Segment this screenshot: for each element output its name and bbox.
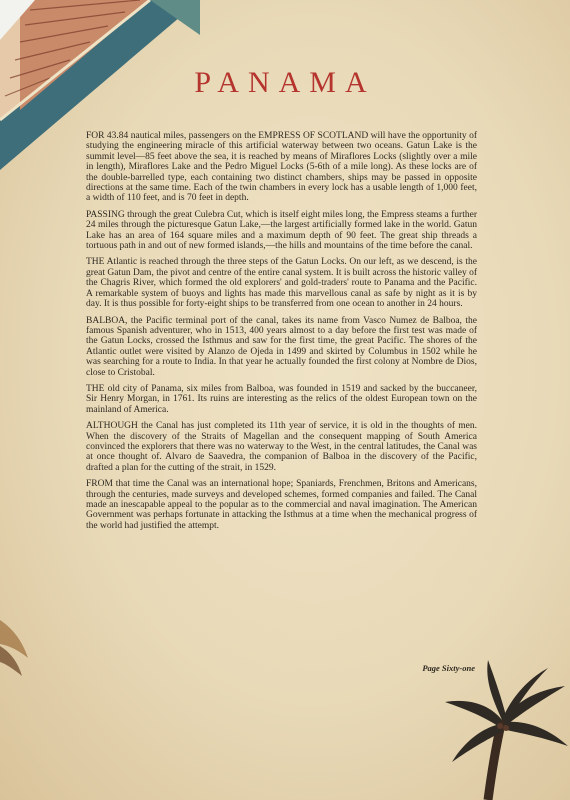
foliage-illustration	[0, 610, 32, 680]
paragraph: THE old city of Panama, six miles from Balboa, was founded in 1519 and sacked by the buccaneer, Sir Henry Morgan, in 1761. Its ruins are interesting as the relics of the oldest European town on the mainland of America.	[86, 383, 477, 415]
paragraph: PASSING through the great Culebra Cut, which is itself eight miles long, the Empress steams a further 24 miles through the picturesque Gatun Lake,—the largest artificially formed lake in the world. Gatun Lake has an area of 164 square miles and a maximum depth of 90 feet. The great ship threads a tortuous path in and out of new formed islands,—the hills and mountains of the time before the canal.	[86, 209, 477, 252]
palm-tree-illustration	[430, 650, 570, 800]
paragraph: FROM that time the Canal was an international hope; Spaniards, Frenchmen, Britons and Americans, through the centuries, made surveys and developed schemes, formed companies and failed. The Canal made an inescapable appeal to the popular as to the commercial and naval imagination. The American Government was perhaps fortunate in attacking the Isthmus at a time when the mechanical progress of the world had justified the attempt.	[86, 479, 477, 531]
paragraph: FOR 43.84 nautical miles, passengers on the EMPRESS OF SCOTLAND will have the opportunity of studying the engineering miracle of this artificial waterway between two oceans. Gatun Lake is the summit level—85 feet above the sea, it is reached by means of Miraflores Locks (slightly over a mile in length), Miraflores Lake and the Pedro Miguel Locks (5-6th of a mile long). As these locks are of the double-barrelled type, each containing two distinct chambers, ships may be passed in opposite directions at the same time. Each of the twin chambers in every lock has a usable length of 1,000 feet, a width of 110 feet, and is 70 feet in depth.	[86, 131, 477, 204]
paragraph: THE Atlantic is reached through the three steps of the Gatun Locks. On our left, as we descend, is the great Gatun Dam, the pivot and centre of the entire canal system. It is built across the historic valley of the Chagris River, which formed the old explorers' and gold-traders' route to Panama and the Pacific. A remarkable system of buoys and lights has made this marvellous canal as safe by night as it is by day. It is thus possible for forty-eight ships to be transferred from one ocean to another in 24 hours.	[86, 257, 477, 310]
page-number: Page Sixty-one	[422, 663, 475, 673]
page-title: PANAMA	[194, 66, 376, 99]
paragraph: BALBOA, the Pacific terminal port of the canal, takes its name from Vasco Numez de Balboa, the famous Spanish adventurer, who in 1513, 400 years almost to a day before the first test was made of the Gatun Locks, crossed the Isthmus and saw for the first time, the great Pacific. The shores of the Atlantic outlet were visited by Alanzo de Ojeda in 1499 and skirted by Columbus in 1502 while he was searching for a route to India. In that year he actually founded the first colony at Nombre de Dios, close to Cristobal.	[86, 315, 477, 378]
paragraph: ALTHOUGH the Canal has just completed its 11th year of service, it is old in the thoughts of men. When the discovery of the Straits of Magellan and the consequent mapping of South America convinced the explorers that there was no waterway to the West, in the central latitudes, the Canal was at once thought of. Alvaro de Saavedra, the companion of Balboa in the discovery of the Pacific, drafted a plan for the cutting of the strait, in 1529.	[86, 421, 477, 473]
article-body	[86, 131, 477, 537]
